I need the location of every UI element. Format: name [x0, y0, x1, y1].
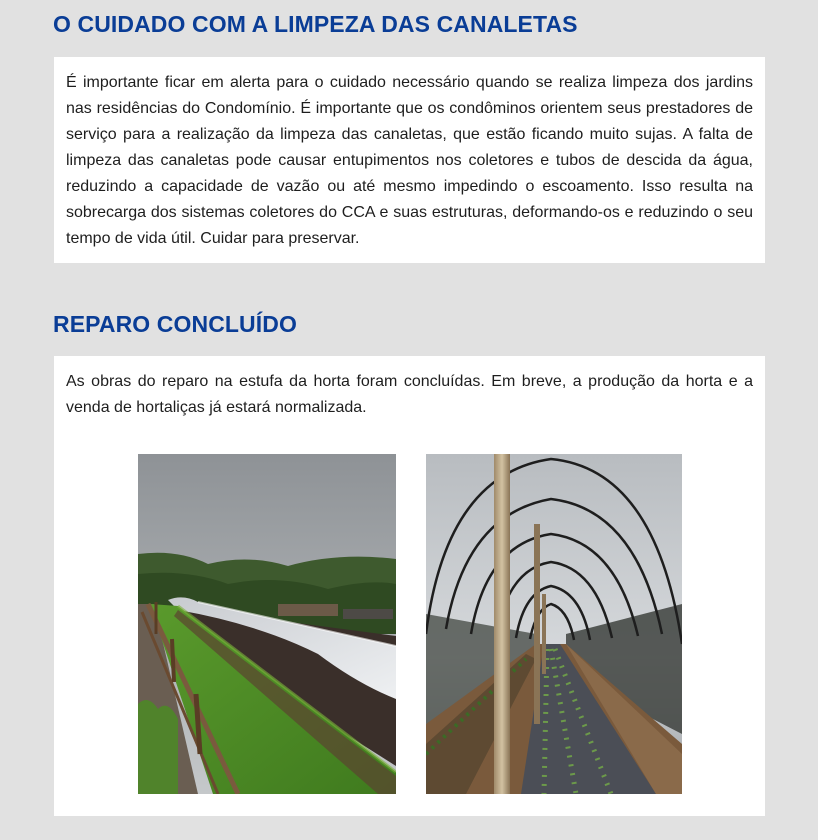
greenhouse-exterior-image	[138, 454, 396, 794]
paragraph-canaletas: É importante ficar em alerta para o cuidado necessário quando se realiza limpeza dos jardins nas residências do Condomínio. É importante que os condôminos orientem seus prestadores de serviço para a realização da limpeza das canaletas, que estão ficando muito sujas. A falta de limpeza das canaletas pode causar entupimentos nos coletores e tubos de descida da água, reduzindo a capacidade de vazão ou até mesmo impedindo o escoamento. Isso resulta na sobrecarga dos sistemas coletores do CCA e suas estruturas, deformando-os e reduzindo o seu tempo de vida útil. Cuidar para preservar.	[66, 74, 753, 247]
greenhouse-interior-image	[426, 454, 682, 794]
greenhouse-interior-photo	[426, 454, 682, 794]
section-title-canaletas: O CUIDADO COM A LIMPEZA DAS CANALETAS	[53, 11, 578, 37]
paragraph-reparo: As obras do reparo na estufa da horta foram concluídas. Em breve, a produção da horta e a venda de hortaliças já estará normalizada.	[66, 373, 753, 416]
greenhouse-exterior-photo	[138, 454, 396, 794]
section-title-reparo: REPARO CONCLUÍDO	[53, 311, 297, 337]
content-card-canaletas	[54, 57, 765, 263]
